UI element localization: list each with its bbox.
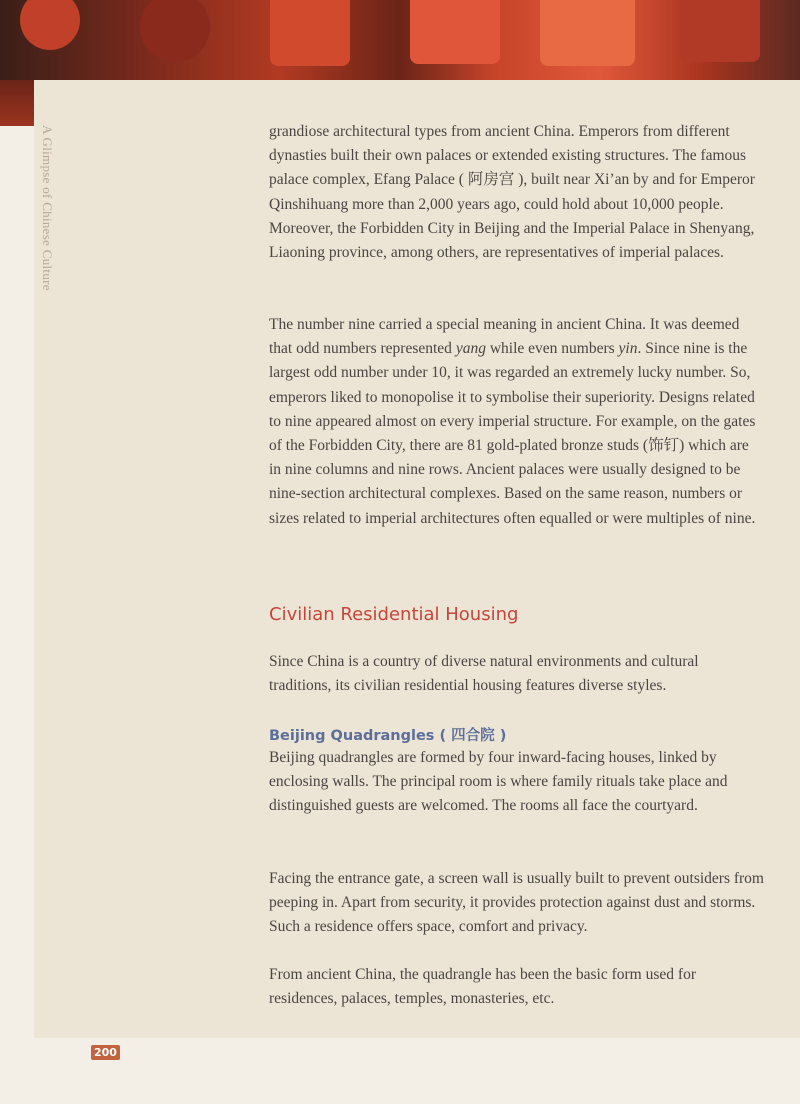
paragraph-text: . Since nine is the largest odd number under 10, it was regarded an extremely lucky number. So, emperors liked to monopolise it to symbolise their superiority. Designs related to nine appeared almost on every imperial structure. For example, on the gates of the Forbidden City, there are 81 gold-plated bronze studs (饰钉) which are in nine columns and nine rows. Ancient palaces were usually designed to be nine-section architectural complexes. Based on the same reason, numbers or sizes related to imperial architectures often equalled or were multiples of nine. [269, 340, 756, 527]
lantern-shape [410, 0, 500, 64]
subsection-heading: Beijing Quadrangles ( 四合院 ) [269, 728, 507, 744]
banner-edge [0, 80, 34, 126]
paragraph-text: The number nine carried a special meaning in ancient China. It was deemed that odd numbers represented [269, 316, 740, 358]
section-heading: Civilian Residential Housing [269, 604, 519, 625]
paragraph-basic-form: From ancient China, the quadrangle has been the basic form used for residences, palaces, temples, monasteries, etc. [269, 966, 696, 1008]
paragraph-diverse-styles: Since China is a country of diverse natural environments and cultural traditions, its civilian residential housing features diverse styles. [269, 653, 699, 695]
lantern-shape [270, 0, 350, 66]
lantern-shape [140, 0, 210, 62]
lantern-shape [20, 0, 80, 50]
paragraph-text: while even numbers [489, 340, 615, 358]
lantern-photo-banner [0, 0, 800, 80]
page-number: 200 [91, 1045, 120, 1060]
paragraph-number-nine [269, 313, 764, 531]
lantern-shape [540, 0, 635, 66]
page-margin [0, 1038, 800, 1104]
yin-term: yin [618, 340, 638, 358]
yang-term: yang [455, 340, 486, 358]
running-head: A Glimpse of Chinese Culture [40, 125, 55, 291]
lantern-shape [680, 0, 760, 62]
paragraph-screen-wall: Facing the entrance gate, a screen wall is usually built to prevent outsiders from peeping in. Apart from security, it provides protection against dust and storms. Such a residence offers space, comfort and privacy. [269, 870, 764, 936]
paragraph-imperial-palaces: grandiose architectural types from ancient China. Emperors from different dynasties built their own palaces or extended existing structures. The famous palace complex, Efang Palace ( 阿房宫 ), built near Xi’an by and for Emperor Qinshihuang more than 2,000 years ago, could hold about 10,000 people. Moreover, the Forbidden City in Beijing and the Imperial Palace in Shenyang, Liaoning province, among others, are representatives of imperial palaces. [269, 123, 755, 262]
paragraph-quadrangles: Beijing quadrangles are formed by four inward-facing houses, linked by enclosing walls. The principal room is where family rituals take place and distinguished guests are welcomed. The rooms all face the courtyard. [269, 749, 728, 815]
